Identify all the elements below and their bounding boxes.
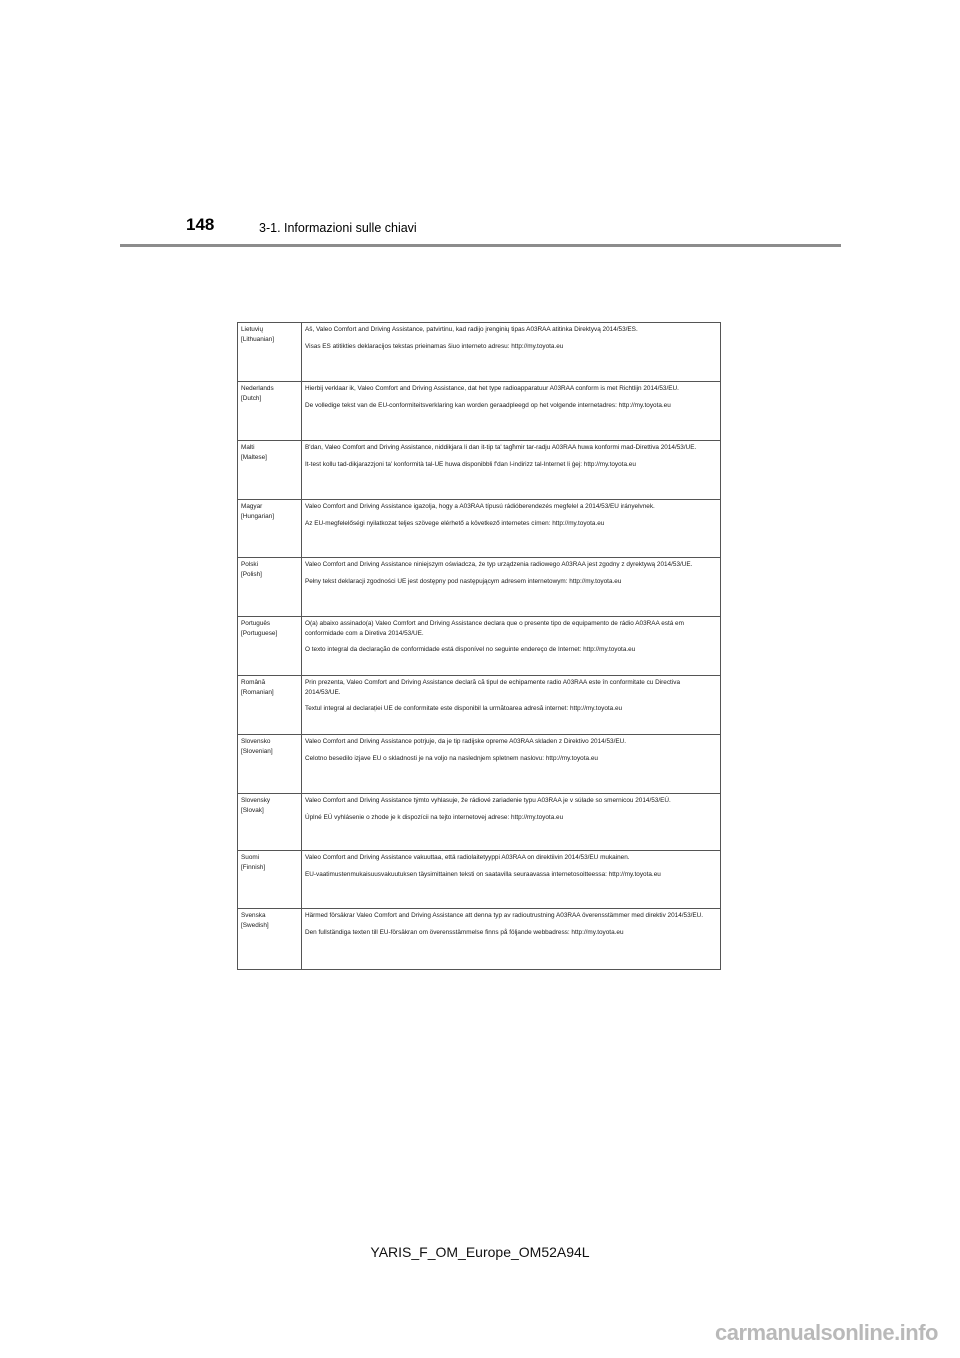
language-name: Português xyxy=(241,620,271,627)
language-english: [Maltese] xyxy=(241,453,267,461)
declaration-availability: Az EU-megfelelőségi nyilatkozat teljes szövege elérhető a következő internetes címen: http://my.toyota.eu xyxy=(305,519,605,527)
language-english: [Dutch] xyxy=(241,394,262,402)
language-cell xyxy=(238,909,302,970)
language-cell xyxy=(238,323,302,382)
language-name: Lietuvių xyxy=(241,326,264,333)
declaration-text xyxy=(302,676,721,735)
declaration-text xyxy=(302,617,721,676)
section-title: 3-1. Informazioni sulle chiavi xyxy=(259,221,417,235)
language-cell xyxy=(238,441,302,500)
declaration-availability: Celotno besedilo izjave EU o skladnosti je na voljo na naslednjem spletnem naslovu: http://my.toyota.eu xyxy=(305,754,598,762)
declaration-statement: Aš, Valeo Comfort and Driving Assistance, patvirtinu, kad radijo įrenginių tipas A03RAA atitinka Direktyvą 2014/53/ES. xyxy=(305,326,638,333)
declaration-statement: B'dan, Valeo Comfort and Driving Assistance, niddikjara li dan it-tip ta' tagħmir tar-radju A03RAA huwa konformi mad-Direttiva 2014/53/UE. xyxy=(305,444,697,451)
declaration-statement: Prin prezenta, Valeo Comfort and Driving Assistance declară că tipul de echipamente radio A03RAA este în conformitate cu Directiva 2014/53/UE. xyxy=(305,679,680,696)
declaration-statement: O(a) abaixo assinado(a) Valeo Comfort and Driving Assistance declara que o presente tipo de equipamento de rádio A03RAA está em conformidade com a Diretiva 2014/53/UE. xyxy=(305,620,684,637)
declaration-text xyxy=(302,851,721,909)
language-name: Svenska xyxy=(241,912,266,919)
declaration-statement: Härmed försäkrar Valeo Comfort and Driving Assistance att denna typ av radioutrustning A03RAA överensstämmer med direktiv 2014/53/EU. xyxy=(305,912,704,919)
page-number: 148 xyxy=(186,215,215,234)
declaration-text xyxy=(302,500,721,558)
language-cell xyxy=(238,617,302,676)
language-name: Magyar xyxy=(241,503,263,510)
declaration-text xyxy=(302,323,721,382)
table-row xyxy=(238,617,721,676)
language-cell xyxy=(238,735,302,794)
declaration-statement: Valeo Comfort and Driving Assistance igazolja, hogy a A03RAA típusú rádióberendezés megfelel a 2014/53/EU irányelvnek. xyxy=(305,503,655,510)
table-row xyxy=(238,441,721,500)
declaration-table xyxy=(237,322,721,970)
language-name: Suomi xyxy=(241,854,260,861)
language-name: Polski xyxy=(241,561,259,568)
language-cell xyxy=(238,382,302,441)
declaration-availability: EU-vaatimustenmukaisuusvakuutuksen täysimittainen teksti on saatavilla seuraavassa internetosoitteessa: http://my.toyota.eu xyxy=(305,870,661,878)
declaration-text xyxy=(302,909,721,970)
declaration-statement: Valeo Comfort and Driving Assistance týmto vyhlasuje, že rádiové zariadenie typu A03RAA je v súlade so smernicou 2014/53/EÚ. xyxy=(305,797,671,804)
declaration-availability: Úplné EÚ vyhlásenie o zhode je k dispozícii na tejto internetovej adrese: http://my.toyota.eu xyxy=(305,813,564,821)
declaration-text xyxy=(302,794,721,851)
declaration-availability: Textul integral al declarației UE de conformitate este disponibil la următoarea adresă internet: http://my.toyota.eu xyxy=(305,705,623,712)
language-name: Nederlands xyxy=(241,385,274,392)
declaration-availability: Pełny tekst deklaracji zgodności UE jest dostępny pod następującym adresem internetowym: http://my.toyota.eu xyxy=(305,577,622,585)
language-cell xyxy=(238,794,302,851)
declaration-text xyxy=(302,735,721,794)
table-row xyxy=(238,735,721,794)
language-name: Slovensky xyxy=(241,797,271,804)
table-row xyxy=(238,382,721,441)
declaration-text xyxy=(302,382,721,441)
declaration-availability: O texto integral da declaração de conformidade está disponível no seguinte endereço de Internet: http://my.toyota.eu xyxy=(305,646,636,653)
language-english: [Polish] xyxy=(241,570,262,578)
declaration-availability: De volledige tekst van de EU-conformiteitsverklaring kan worden geraadpleegd op het volgende internetadres: http://my.toyota.eu xyxy=(305,401,671,409)
document-code: YARIS_F_OM_Europe_OM52A94L xyxy=(370,1244,590,1260)
language-cell xyxy=(238,851,302,909)
language-english: [Hungarian] xyxy=(241,512,275,520)
declaration-statement: Valeo Comfort and Driving Assistance vakuuttaa, että radiolaitetyyppi A03RAA on direktiivin 2014/53/EU mukainen. xyxy=(305,854,630,861)
declaration-availability: It-test kollu tad-dikjarazzjoni ta' konformità tal-UE huwa disponibbli f'dan l-indirizz tal-Internet li ġej: http://my.toyota.eu xyxy=(305,460,636,468)
language-cell xyxy=(238,558,302,617)
table-row xyxy=(238,909,721,970)
language-english: [Slovak] xyxy=(241,806,264,814)
declaration-availability: Visas ES atitikties deklaracijos tekstas prieinamas šiuo interneto adresu: http://my.toyota.eu xyxy=(305,342,564,350)
language-name: Română xyxy=(241,679,266,686)
language-english: [Slovenian] xyxy=(241,747,273,755)
declaration-statement: Hierbij verklaar ik, Valeo Comfort and Driving Assistance, dat het type radioapparatuur A03RAA conform is met Richtlijn 2014/53/EU. xyxy=(305,385,679,392)
language-english: [Swedish] xyxy=(241,921,269,929)
declaration-text xyxy=(302,441,721,500)
table-row xyxy=(238,500,721,558)
table-row xyxy=(238,558,721,617)
site-watermark: carmanualsonline.info xyxy=(715,1320,938,1345)
table-row xyxy=(238,851,721,909)
language-name: Slovensko xyxy=(241,738,271,745)
header-rule xyxy=(120,244,841,247)
table-row xyxy=(238,676,721,735)
language-english: [Lithuanian] xyxy=(241,335,275,343)
table-row xyxy=(238,794,721,851)
language-cell xyxy=(238,676,302,735)
table-row xyxy=(238,323,721,382)
language-english: [Portuguese] xyxy=(241,629,278,637)
language-english: [Finnish] xyxy=(241,863,266,871)
declaration-statement: Valeo Comfort and Driving Assistance potrjuje, da je tip radijske opreme A03RAA skladen z Direktivo 2014/53/EU. xyxy=(305,738,626,745)
declaration-statement: Valeo Comfort and Driving Assistance niniejszym oświadcza, że typ urządzenia radiowego A03RAA jest zgodny z dyrektywą 2014/53/UE. xyxy=(305,561,693,568)
language-name: Malti xyxy=(241,444,255,451)
language-cell xyxy=(238,500,302,558)
declaration-text xyxy=(302,558,721,617)
declaration-availability: Den fullständiga texten till EU-försäkran om överensstämmelse finns på följande webbadress: http://my.toyota.eu xyxy=(305,928,624,936)
language-english: [Romanian] xyxy=(241,688,274,696)
